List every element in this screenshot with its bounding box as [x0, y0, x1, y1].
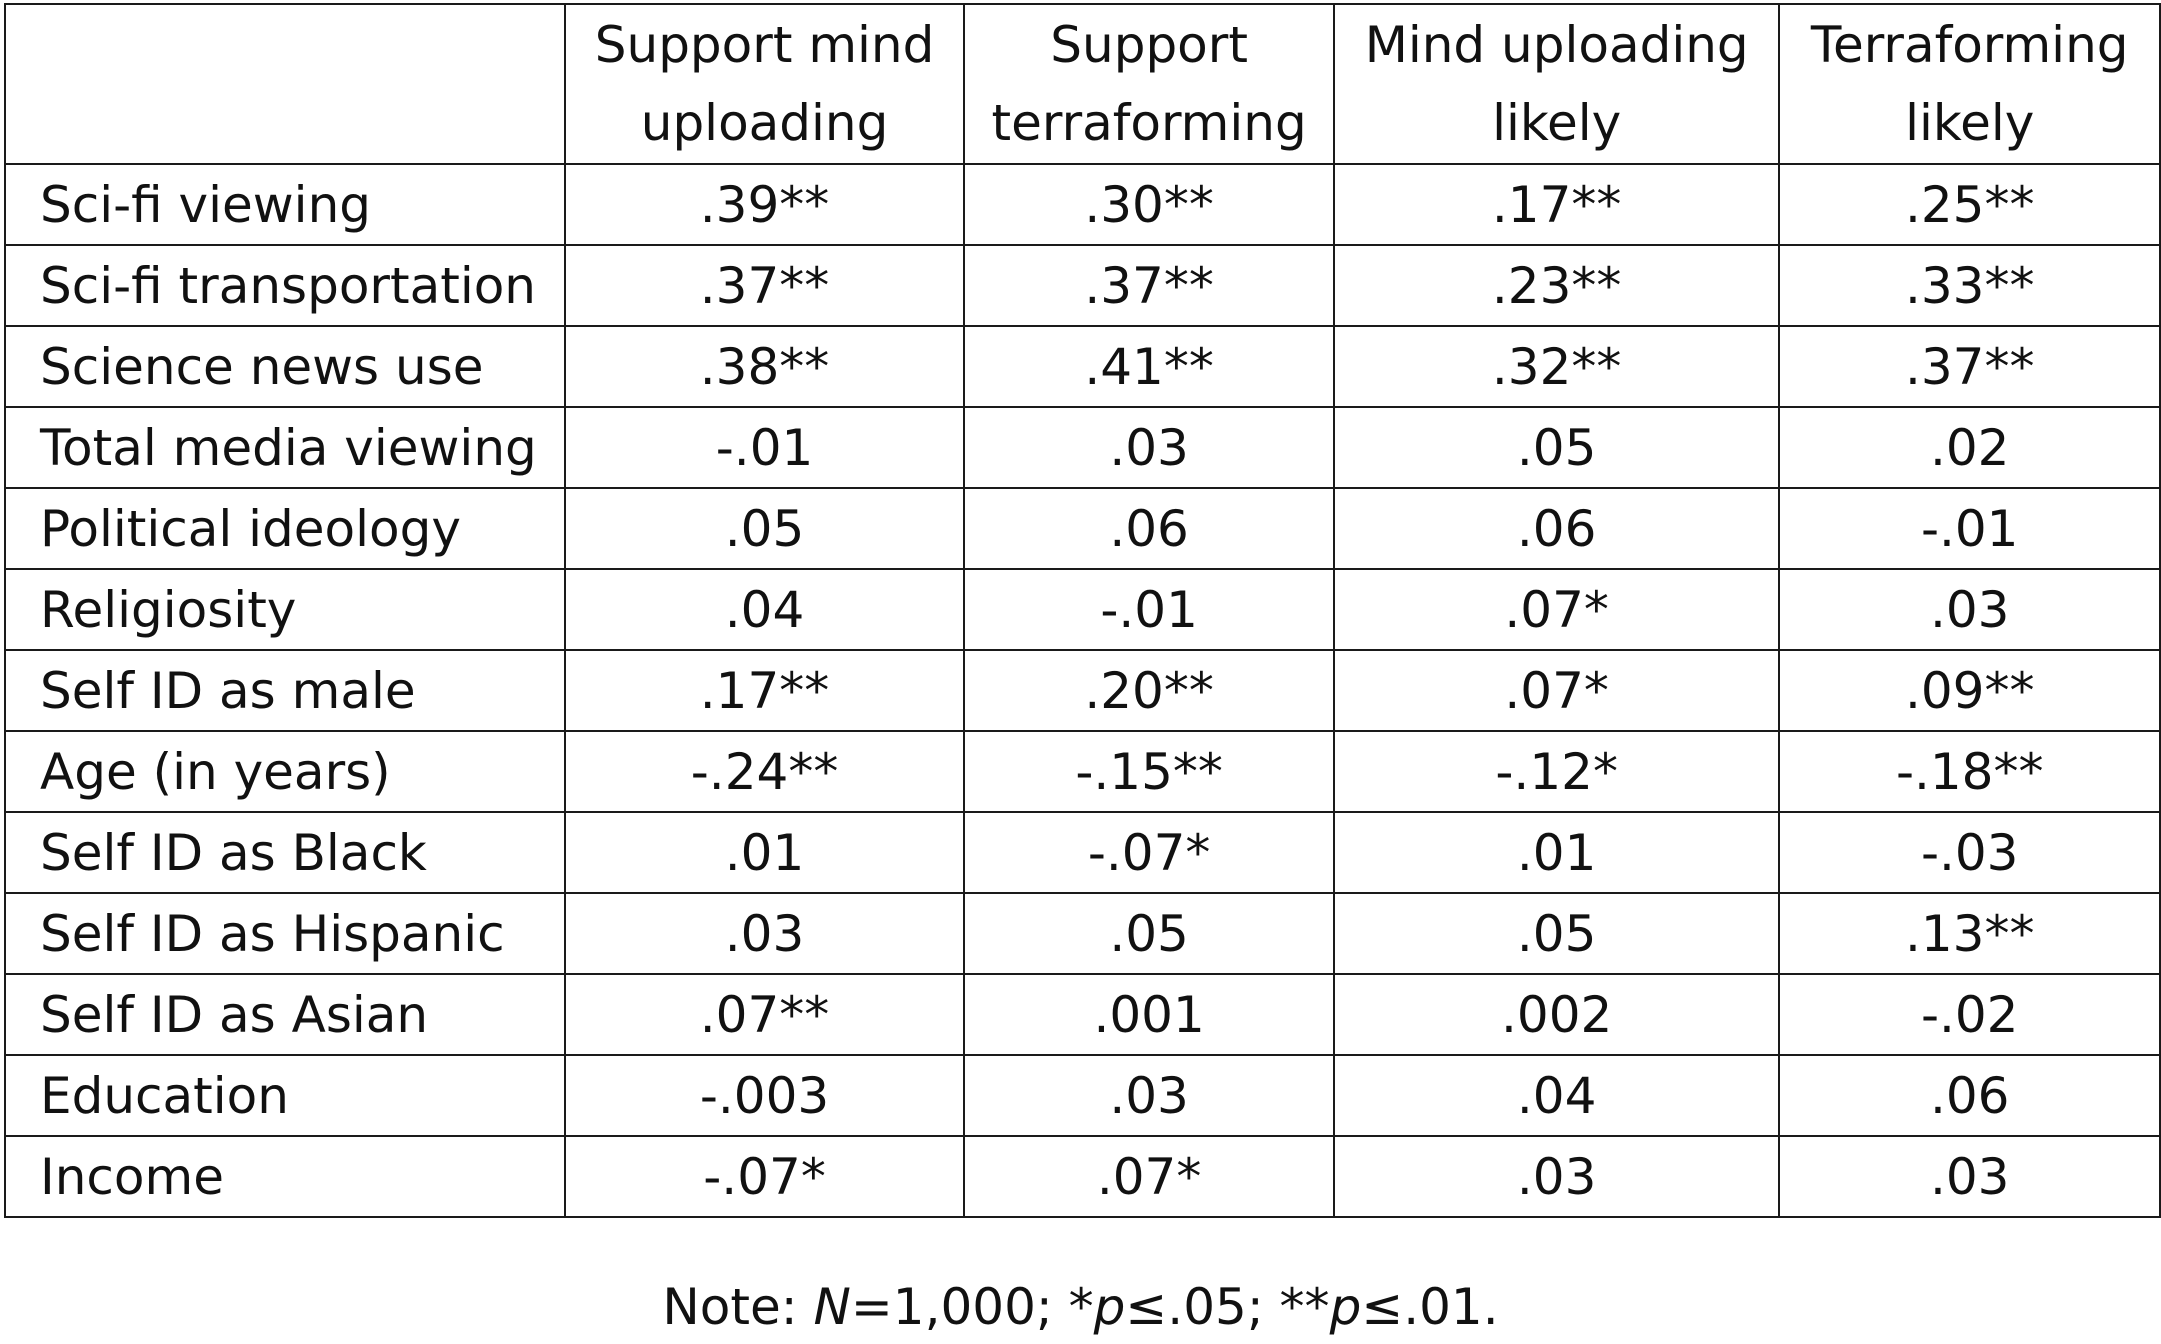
row-label: Age (in years): [5, 731, 565, 812]
row-label: Sci-fi transportation: [5, 245, 565, 326]
table-row: [5, 1136, 2160, 1217]
table-cell: .03: [1779, 569, 2160, 650]
table-cell: .03: [964, 407, 1334, 488]
table-cell: .33**: [1779, 245, 2160, 326]
table-row: [5, 812, 2160, 893]
table-row: [5, 893, 2160, 974]
table-row: [5, 164, 2160, 245]
note-p1-symbol: p: [1093, 1278, 1126, 1336]
row-label: Political ideology: [5, 488, 565, 569]
table-cell: .01: [565, 812, 965, 893]
table-cell: -.003: [565, 1055, 965, 1136]
note-p2-value: ≤.01.: [1361, 1278, 1499, 1336]
table-row: [5, 245, 2160, 326]
row-label: Education: [5, 1055, 565, 1136]
table-row: [5, 1055, 2160, 1136]
table-cell: .37**: [1779, 326, 2160, 407]
table-cell: -.12*: [1334, 731, 1780, 812]
table-note: [0, 1278, 2161, 1336]
table-cell: .03: [565, 893, 965, 974]
table-cell: .03: [964, 1055, 1334, 1136]
correlation-table: [4, 3, 2161, 1218]
table-cell: .38**: [565, 326, 965, 407]
table-cell: .06: [1334, 488, 1780, 569]
table-cell: -.24**: [565, 731, 965, 812]
header-support-mind-uploading: Support mind uploading: [565, 4, 965, 164]
table-cell: -.15**: [964, 731, 1334, 812]
row-label: Self ID as male: [5, 650, 565, 731]
table-cell: .06: [1779, 1055, 2160, 1136]
table-cell: -.18**: [1779, 731, 2160, 812]
header-row: [5, 4, 2160, 164]
table-cell: .05: [964, 893, 1334, 974]
table-cell: .41**: [964, 326, 1334, 407]
note-n-value: =1,000; *: [850, 1278, 1094, 1336]
row-label: Science news use: [5, 326, 565, 407]
table-cell: .30**: [964, 164, 1334, 245]
table-cell: -.01: [1779, 488, 2160, 569]
header-mind-uploading-likely: Mind uploading likely: [1334, 4, 1780, 164]
table-container: [4, 3, 2161, 1218]
table-cell: -.02: [1779, 974, 2160, 1055]
table-cell: .07*: [1334, 569, 1780, 650]
table-cell: .25**: [1779, 164, 2160, 245]
table-cell: -.07*: [565, 1136, 965, 1217]
row-label: Total media viewing: [5, 407, 565, 488]
table-cell: .04: [1334, 1055, 1780, 1136]
table-cell: -.01: [565, 407, 965, 488]
table-cell: .05: [1334, 893, 1780, 974]
row-label: Self ID as Hispanic: [5, 893, 565, 974]
table-cell: -.07*: [964, 812, 1334, 893]
table-cell: .002: [1334, 974, 1780, 1055]
header-cell-empty: [5, 4, 565, 164]
table-cell: .07*: [964, 1136, 1334, 1217]
table-cell: .20**: [964, 650, 1334, 731]
row-label: Self ID as Asian: [5, 974, 565, 1055]
table-cell: .001: [964, 974, 1334, 1055]
header-terraforming-likely: Terraforming likely: [1779, 4, 2160, 164]
table-cell: .06: [964, 488, 1334, 569]
table-cell: .05: [1334, 407, 1780, 488]
row-label: Self ID as Black: [5, 812, 565, 893]
table-cell: .39**: [565, 164, 965, 245]
table-row: [5, 974, 2160, 1055]
table-cell: .01: [1334, 812, 1780, 893]
table-row: [5, 488, 2160, 569]
table-cell: .23**: [1334, 245, 1780, 326]
row-label: Sci-fi viewing: [5, 164, 565, 245]
table-cell: .02: [1779, 407, 2160, 488]
table-row: [5, 650, 2160, 731]
table-cell: .07**: [565, 974, 965, 1055]
table-cell: .37**: [565, 245, 965, 326]
table-cell: .17**: [1334, 164, 1780, 245]
note-prefix: Note:: [662, 1278, 814, 1336]
table-cell: .09**: [1779, 650, 2160, 731]
row-label: Religiosity: [5, 569, 565, 650]
table-row: [5, 569, 2160, 650]
table-cell: .17**: [565, 650, 965, 731]
table-cell: .04: [565, 569, 965, 650]
note-p2-symbol: p: [1329, 1278, 1362, 1336]
table-cell: -.01: [964, 569, 1334, 650]
table-cell: .13**: [1779, 893, 2160, 974]
table-cell: .03: [1334, 1136, 1780, 1217]
note-p1-value: ≤.05; **: [1125, 1278, 1330, 1336]
row-label: Income: [5, 1136, 565, 1217]
table-row: [5, 326, 2160, 407]
note-n-symbol: N: [813, 1278, 851, 1336]
table-cell: .32**: [1334, 326, 1780, 407]
table-cell: .03: [1779, 1136, 2160, 1217]
table-row: [5, 407, 2160, 488]
table-cell: .07*: [1334, 650, 1780, 731]
table-cell: .37**: [964, 245, 1334, 326]
table-cell: -.03: [1779, 812, 2160, 893]
table-cell: .05: [565, 488, 965, 569]
header-support-terraforming: Support terraforming: [964, 4, 1334, 164]
table-row: [5, 731, 2160, 812]
